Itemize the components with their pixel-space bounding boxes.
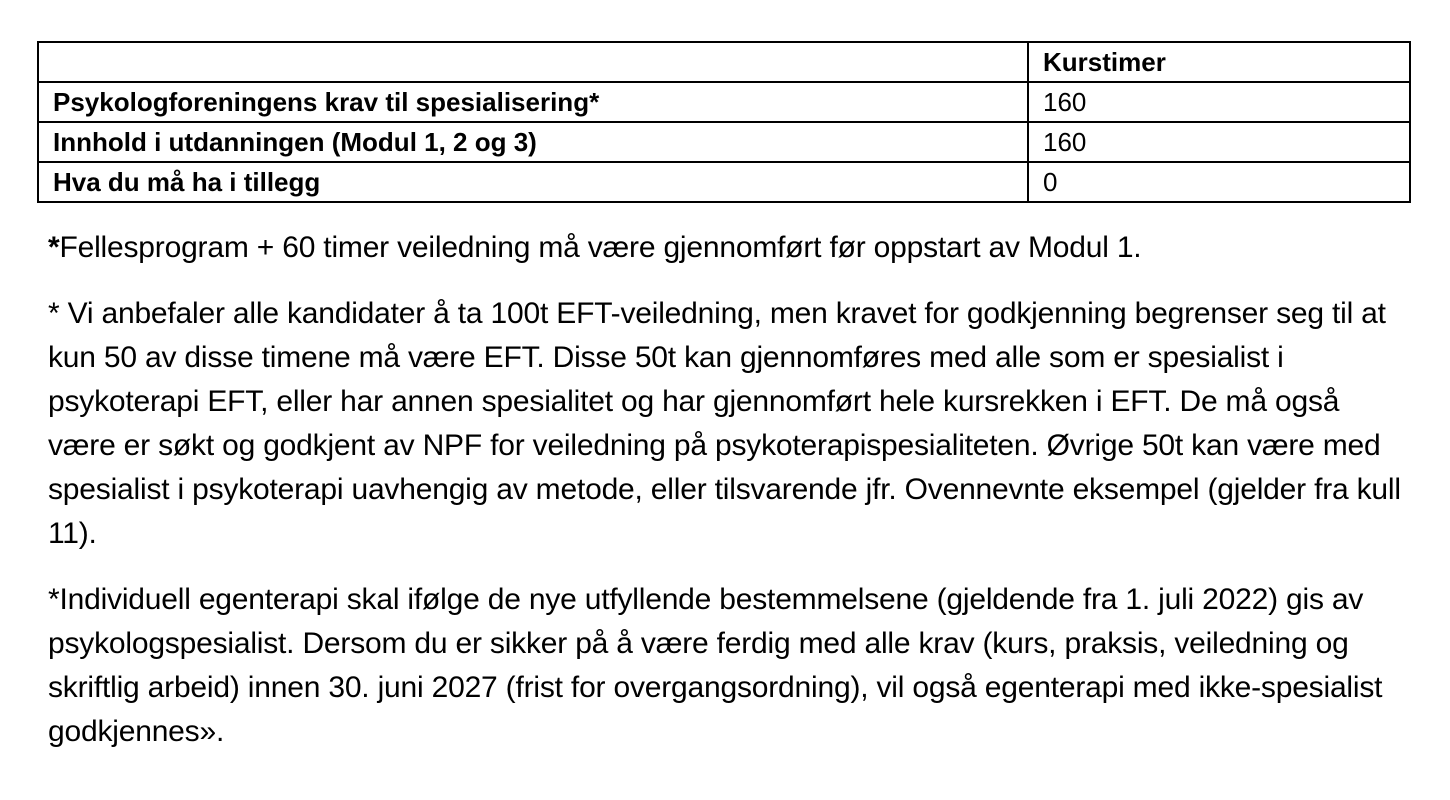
row-value: 160 [1028, 82, 1410, 122]
footnote-star: * [48, 231, 60, 264]
table-row [38, 162, 1410, 202]
row-label: Psykologforeningens krav til spesialisering* [38, 82, 1028, 122]
table-row [38, 122, 1410, 162]
table-header-label [38, 42, 1028, 82]
table-row [38, 82, 1410, 122]
footnote-eft-supervision: * Vi anbefaler alle kandidater å ta 100t EFT-veiledning, men kravet for godkjenning begrenser seg til at kun 50 av disse timene må være EFT. Disse 50t kan gjennomføres med alle som er spesialist i psykoterapi EFT, eller har annen spesialitet og har gjennomført hele kursrekken i EFT. De må også være er søkt og godkjent av NPF for veiledning på psykoterapispesialiteten. Øvrige 50t kan være med spesialist i psykoterapi uavhengig av metode, eller tilsvarende jfr. Ovennevnte eksempel (gjelder fra kull 11). [48, 297, 1401, 550]
row-value: 0 [1028, 162, 1410, 202]
row-label: Innhold i utdanningen (Modul 1, 2 og 3) [38, 122, 1028, 162]
footnotes [48, 226, 1408, 776]
footnote-text: Fellesprogram + 60 timer veiledning må være gjennomført før oppstart av Modul 1. [59, 231, 1142, 264]
table-header-row [38, 42, 1410, 82]
row-value: 160 [1028, 122, 1410, 162]
row-label: Hva du må ha i tillegg [38, 162, 1028, 202]
footnote-prerequisite [48, 226, 1408, 270]
requirements-table [37, 41, 1411, 203]
table-header-kurstimer: Kurstimer [1028, 42, 1410, 82]
footnote-individual-therapy: *Individuell egenterapi skal ifølge de nye utfyllende bestemmelsene (gjeldende fra 1. juli 2022) gis av psykologspesialist. Dersom du er sikker på å være ferdig med alle krav (kurs, praksis, veiledning og skriftlig arbeid) innen 30. juni 2027 (frist for overgangsordning), vil også egenterapi med ikke-spesialist godkjennes». [48, 583, 1383, 748]
